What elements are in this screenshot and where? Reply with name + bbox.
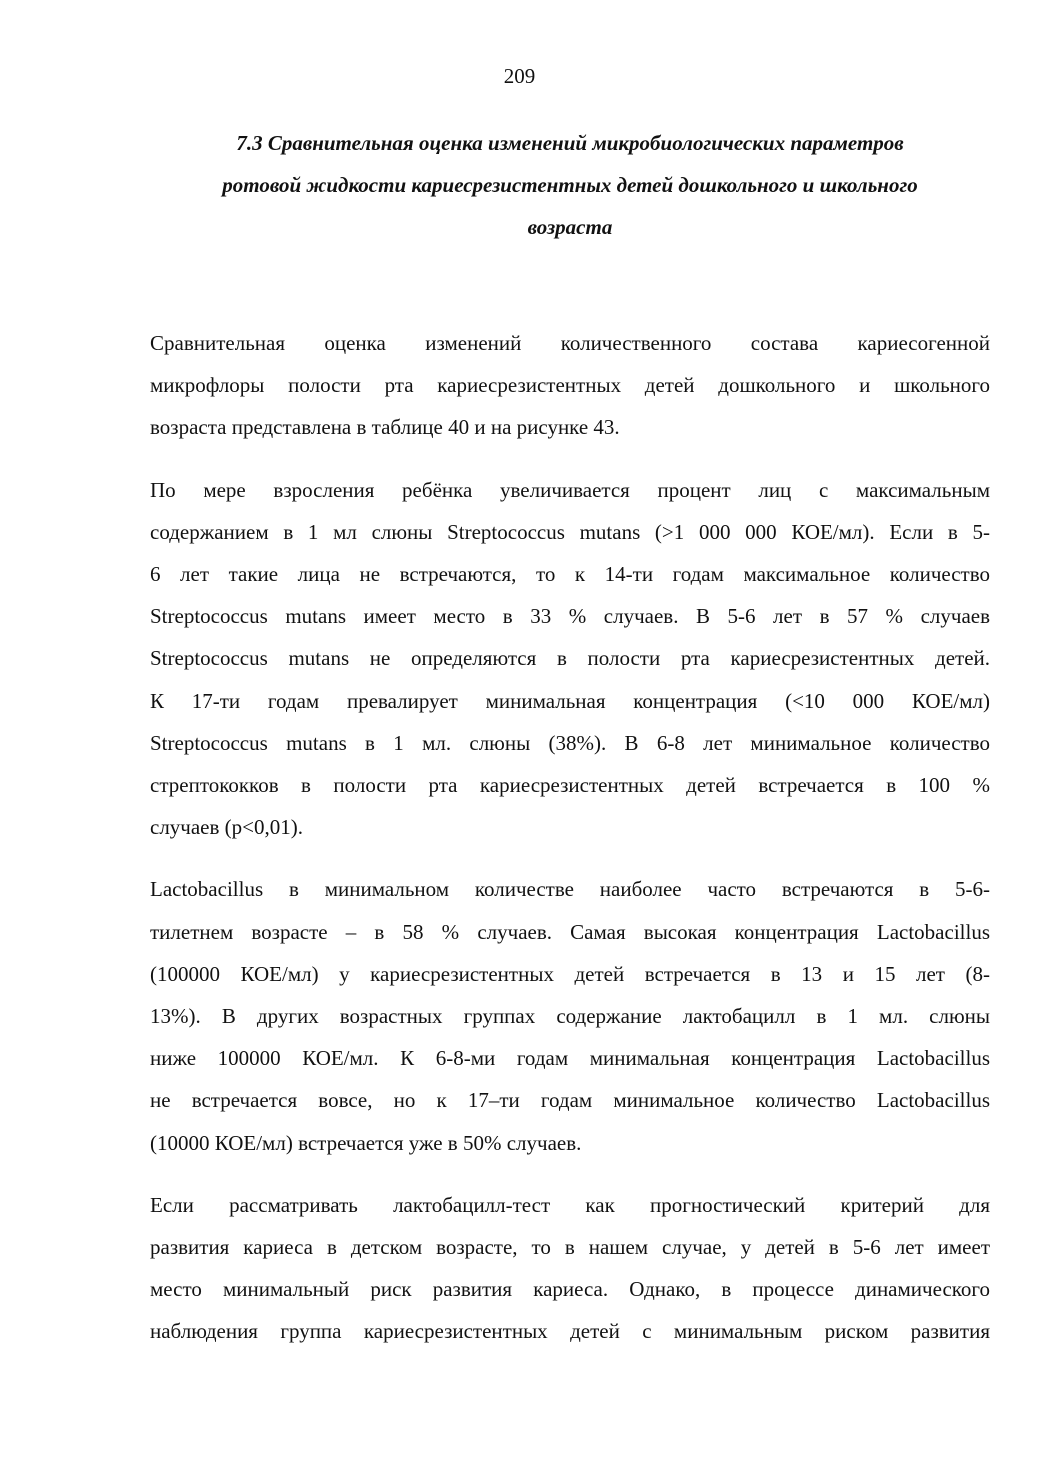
text-line: Streptococcus mutans в 1 мл. слюны (38%). В 6-8 лет минимальное количество bbox=[150, 730, 990, 755]
text-line: стрептококков в полости рта кариесрезистентных детей встречается в 100 % bbox=[150, 773, 990, 798]
text-line: По мере взросления ребёнка увеличивается процент лиц с максимальным bbox=[150, 477, 990, 502]
paragraph bbox=[150, 322, 990, 449]
section-heading bbox=[150, 122, 990, 248]
text-line: 13%). В других возрастных группах содержание лактобацилл в 1 мл. слюны bbox=[150, 1004, 990, 1029]
text-line: Сравнительная оценка изменений количественного состава кариесогенной bbox=[150, 331, 990, 355]
text-line: не встречается вовсе, но к 17–ти годам минимальное количество Lactobacillus bbox=[150, 1088, 990, 1113]
text-line: (10000 КОЕ/мл) встречается уже в 50% случаев. bbox=[150, 1130, 582, 1155]
text-line: Streptococcus mutans не определяются в полости рта кариесрезистентных детей. bbox=[150, 646, 990, 671]
body-text bbox=[150, 322, 990, 1373]
heading-line: ротовой жидкости кариесрезистентных детей дошкольного и школьного bbox=[222, 173, 918, 197]
text-line: Streptococcus mutans имеет место в 33 % случаев. В 5-6 лет в 57 % случаев bbox=[150, 604, 990, 629]
text-line: К 17-ти годам превалирует минимальная концентрация (<10 000 КОЕ/мл) bbox=[150, 688, 990, 713]
page-number: 209 bbox=[503, 64, 536, 88]
text-line: возраста представлена в таблице 40 и на рисунке 43. bbox=[150, 415, 620, 440]
text-line: тилетнем возрасте – в 58 % случаев. Самая высокая концентрация Lactobacillus bbox=[150, 919, 990, 944]
paragraph bbox=[150, 1184, 990, 1353]
text-line: место минимальный риск развития кариеса. Однако, в процессе динамического bbox=[150, 1277, 990, 1302]
heading-line: 7.3 Сравнительная оценка изменений микробиологических параметров bbox=[236, 131, 904, 155]
text-line: микрофлоры полости рта кариесрезистентных детей дошкольного и школьного bbox=[150, 373, 990, 398]
text-line: Lactobacillus в минимальном количестве наиболее часто встречаются в 5-6- bbox=[150, 877, 990, 902]
text-line: ниже 100000 КОЕ/мл. К 6-8-ми годам минимальная концентрация Lactobacillus bbox=[150, 1046, 990, 1071]
text-line: (100000 КОЕ/мл) у кариесрезистентных детей встречается в 13 и 15 лет (8- bbox=[150, 961, 990, 986]
text-line: 6 лет такие лица не встречаются, то к 14-ти годам максимальное количество bbox=[150, 562, 990, 587]
text-line: Если рассматривать лактобацилл-тест как прогностический критерий для bbox=[150, 1192, 990, 1217]
text-line: случаев (р<0,01). bbox=[150, 815, 303, 840]
paragraph bbox=[150, 469, 990, 849]
text-line: содержанием в 1 мл слюны Streptococcus mutans (>1 000 000 КОЕ/мл). Если в 5- bbox=[150, 519, 990, 544]
text-line: развития кариеса в детском возрасте, то в нашем случае, у детей в 5-6 лет имеет bbox=[150, 1235, 990, 1260]
text-line: наблюдения группа кариесрезистентных детей с минимальным риском развития bbox=[150, 1319, 990, 1344]
paragraph bbox=[150, 868, 990, 1163]
heading-line: возраста bbox=[527, 215, 613, 239]
